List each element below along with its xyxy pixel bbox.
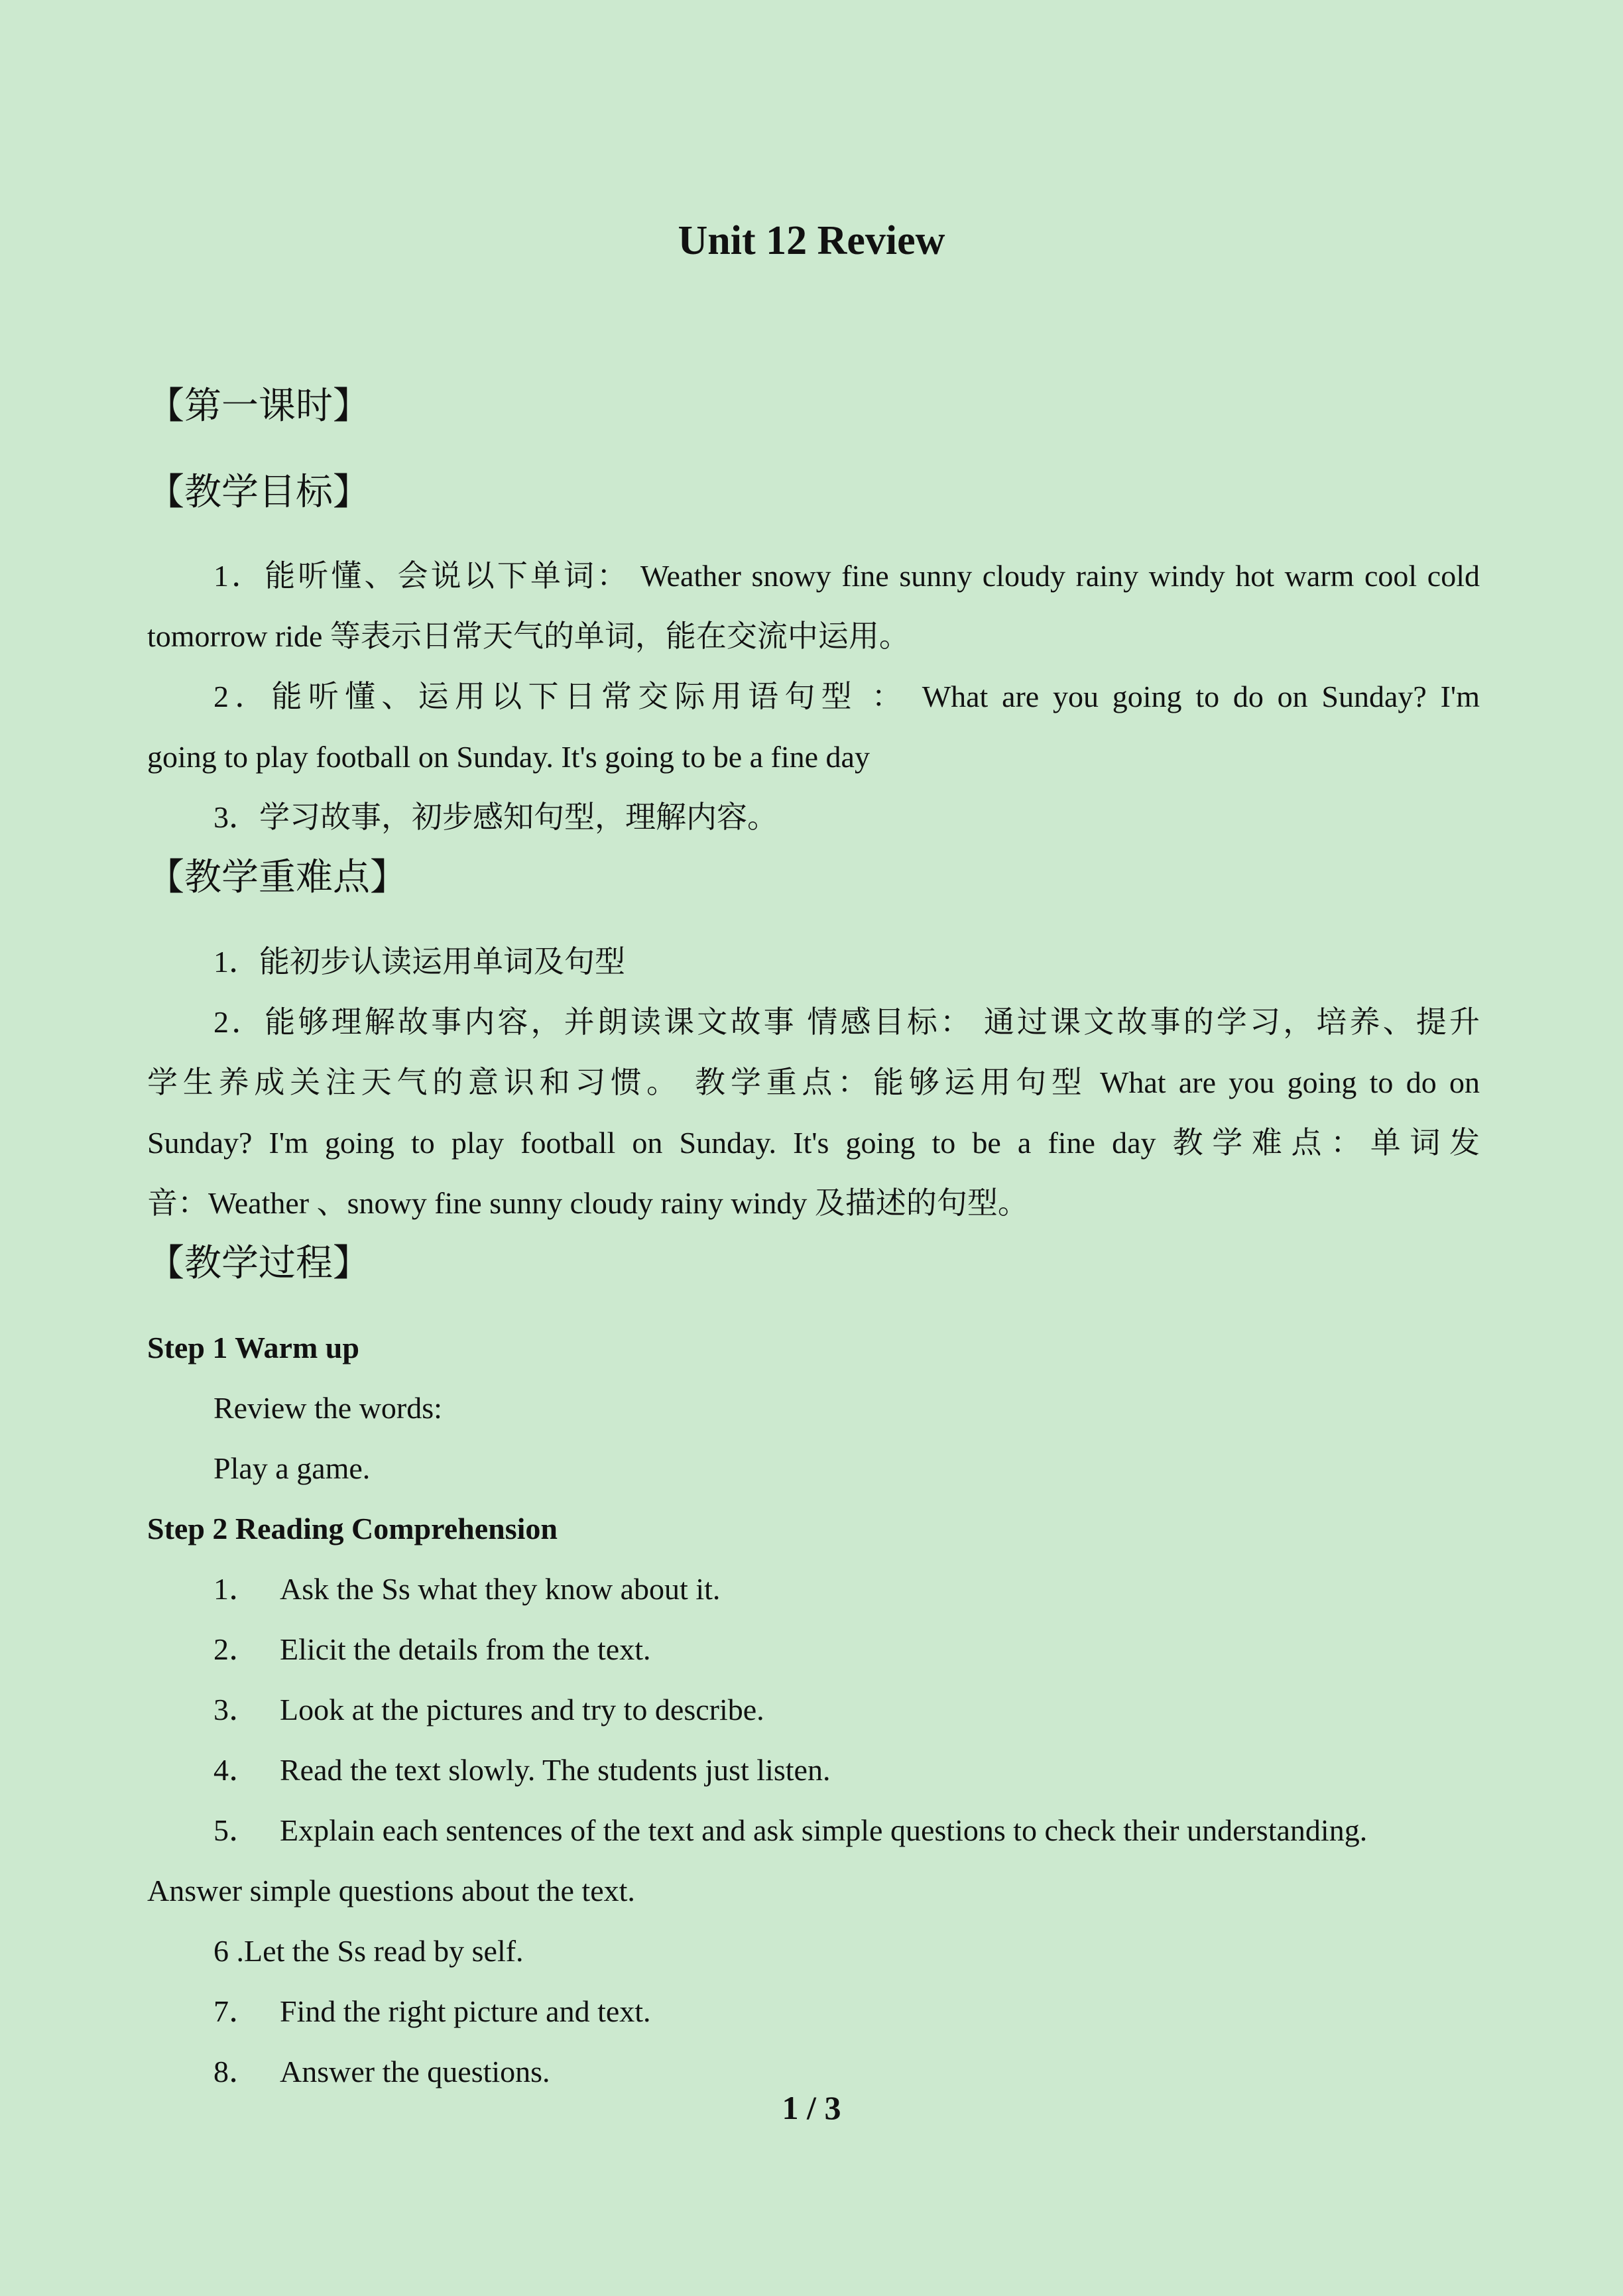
objective-line-5: 3．学习故事，初步感知句型，理解内容。 — [213, 800, 778, 834]
step-2-item-number: 3． — [213, 1693, 259, 1726]
step-2-item — [213, 1566, 1480, 1612]
step-1-item: Play a game. — [213, 1451, 371, 1485]
step-2-item — [213, 1687, 1480, 1733]
step-2-item — [213, 1626, 1480, 1673]
key-point-line-1: 1．能初步认读运用单词及句型 — [213, 945, 625, 979]
key-point-line-5: 音：Weather 、snowy fine sunny cloudy rainy windy 及描述的句型。 — [147, 1186, 1028, 1220]
objective-line-4: going to play football on Sunday. It's going to be a fine day — [147, 740, 870, 774]
key-point-line-3: 学生养成关注天气的意识和习惯。 教学重点：能够运用句型 What are you going to do on — [147, 1065, 1480, 1099]
objective-line-3: 2．能听懂、运用以下日常交际用语句型 ： What are you going to do on Sunday? I'm — [213, 680, 1480, 713]
document-title: Unit 12 Review — [678, 218, 945, 263]
step-2-item-number: 4． — [213, 1753, 259, 1787]
step-2-item-number: 8． — [213, 2055, 259, 2088]
step-2-item-text: Read the text slowly. The students just listen. — [280, 1753, 831, 1787]
objective-line-1: 1．能听懂、会说以下单词： Weather snowy fine sunny cloudy rainy windy hot warm cool cold — [213, 559, 1480, 593]
step-2-heading: Step 2 Reading Comprehension — [147, 1512, 558, 1545]
objective-line-2: tomorrow ride 等表示日常天气的单词，能在交流中运用。 — [147, 619, 910, 653]
step-2-item: 6 .Let the Ss read by self. — [213, 1934, 524, 1968]
step-2-item-number: 7． — [213, 1994, 259, 2028]
key-point-line-4: Sunday? I'm going to play football on Sunday. It's going to be a fine day 教学难点：单词发 — [147, 1126, 1480, 1160]
step-2-item-text: Elicit the details from the text. — [280, 1632, 651, 1666]
step-2-item — [213, 1747, 1480, 1793]
step-2-item — [213, 1988, 1480, 2035]
step-2-item-text: Look at the pictures and try to describe. — [280, 1693, 764, 1726]
step-2-item-number: 5． — [213, 1813, 259, 1847]
key-point-line-2: 2．能够理解故事内容，并朗读课文故事 情感目标： 通过课文故事的学习，培养、提升 — [213, 1005, 1480, 1039]
step-2-item-text: Explain each sentences of the text and ask simple questions to check their understanding. — [280, 1813, 1368, 1847]
section-heading-objectives: 【教学目标】 — [147, 472, 370, 513]
step-2-item-text: Ask the Ss what they know about it. — [280, 1572, 721, 1606]
step-2-item-text: Answer the questions. — [280, 2055, 550, 2088]
step-2-item-number: 1． — [213, 1572, 259, 1606]
page-number: 1 / 3 — [782, 2089, 841, 2126]
step-2-item-text: Find the right picture and text. — [280, 1994, 651, 2028]
step-2-item-number: 2． — [213, 1632, 259, 1666]
step-2-item — [213, 1807, 1480, 1854]
section-heading-process: 【教学过程】 — [147, 1243, 370, 1284]
step-1-item: Review the words: — [213, 1391, 442, 1425]
section-heading-lesson: 【第一课时】 — [147, 386, 370, 427]
section-heading-key-points: 【教学重难点】 — [147, 857, 407, 898]
step-2-item-continuation: Answer simple questions about the text. — [147, 1874, 635, 1907]
step-1-heading: Step 1 Warm up — [147, 1331, 359, 1364]
